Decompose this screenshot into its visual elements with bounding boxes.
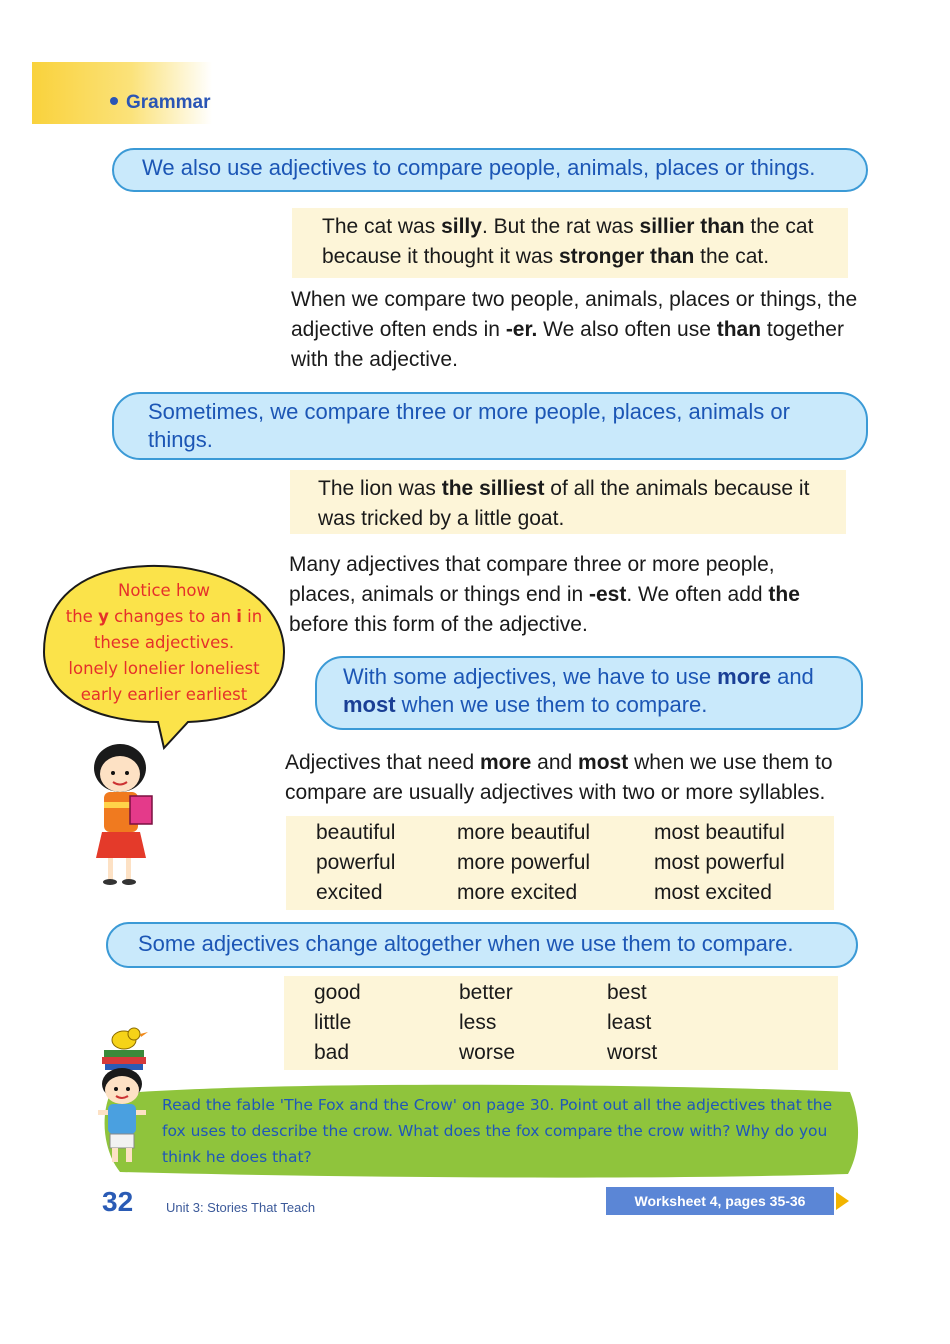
bubble-text: Notice how the y changes to an i in these adjectives. lonely lonelier loneliest early earlier earliest xyxy=(65,581,263,704)
explanation-2: Many adjectives that compare three or more people, places, animals or things end in -est. We often add the before this form of the adjective. xyxy=(289,553,800,636)
explanation-1: When we compare two people, animals, places or things, the adjective often ends in -er. We also often use than together with the adjective. xyxy=(291,288,858,371)
page-number: 32 xyxy=(102,1186,134,1217)
rule-callout-4: Some adjectives change altogether when we use them to compare. xyxy=(106,922,858,968)
comparison-table-2 xyxy=(284,976,838,1070)
table-row: good better best xyxy=(314,981,647,1004)
section-label: Grammar xyxy=(110,92,211,114)
table-row: excited more excited most excited xyxy=(316,881,772,904)
boy-with-duck-illustration xyxy=(78,1024,168,1170)
rule-callout-2: Sometimes, we compare three or more people, places, animals or things. xyxy=(112,392,868,460)
example-box-2: The lion was the silliest of all the animals because it was tricked by a little goat. xyxy=(290,470,846,534)
table-row: beautiful more beautiful most beautiful xyxy=(316,821,785,844)
table-row: powerful more powerful most powerful xyxy=(316,851,785,874)
rule-callout-3: With some adjectives, we have to use more and most when we use them to compare. xyxy=(315,656,863,730)
table-row: little less least xyxy=(314,1011,652,1034)
example-box-1: The cat was silly. But the rat was sillier than the cat because it thought it was stronger than the cat. xyxy=(292,208,848,278)
table-row: bad worse worst xyxy=(314,1041,658,1064)
girl-reading-illustration xyxy=(80,740,180,890)
unit-label: Unit 3: Stories That Teach xyxy=(166,1200,316,1215)
explanation-3: Adjectives that need more and most when we use them to compare are usually adjectives with two or more syllables. xyxy=(285,751,833,804)
rule-callout-1: We also use adjectives to compare people, animals, places or things. xyxy=(112,148,868,192)
worksheet-reference: Worksheet 4, pages 35-36 xyxy=(606,1187,834,1215)
bullet-icon xyxy=(110,97,118,105)
activity-text: Read the fable 'The Fox and the Crow' on page 30. Point out all the adjectives that the fox uses to describe the crow. What does the fox compare the crow with? Why do you think he does that? xyxy=(162,1096,833,1166)
arrow-right-icon xyxy=(836,1192,849,1210)
comparison-table-1 xyxy=(286,816,834,910)
